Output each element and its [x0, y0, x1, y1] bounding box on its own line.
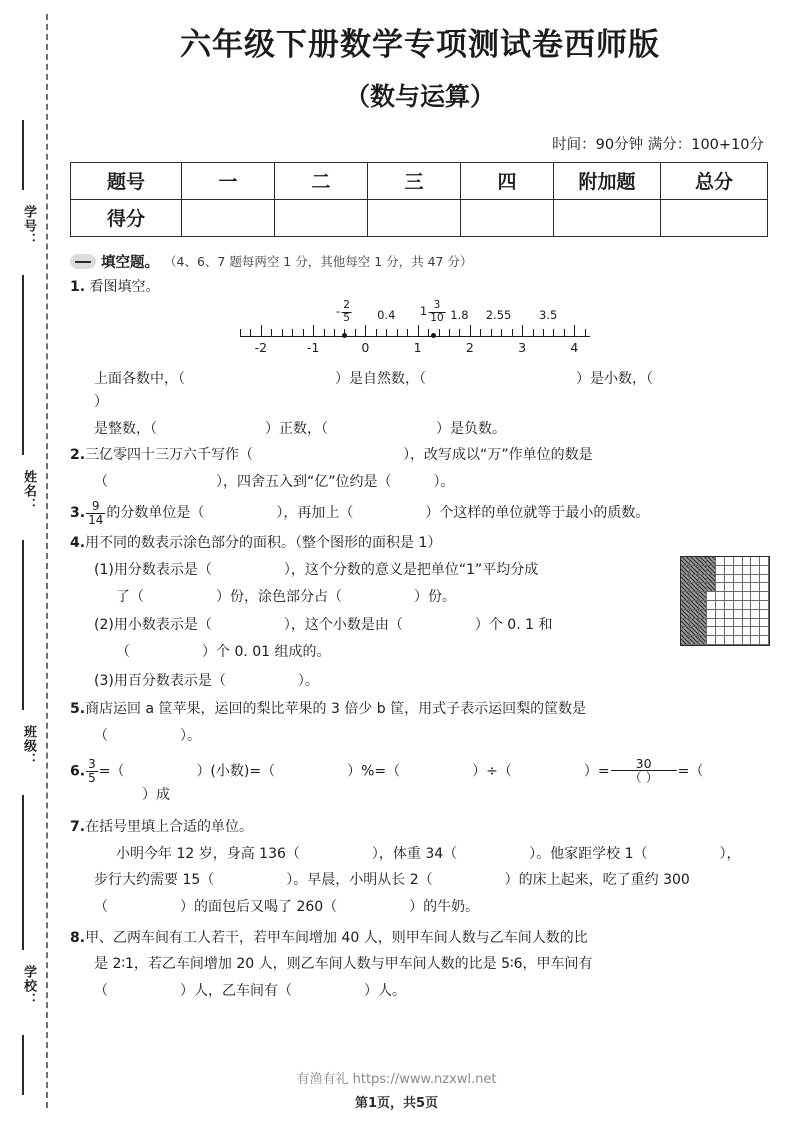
number-line-tick	[313, 325, 314, 336]
number-line-tick	[543, 329, 544, 336]
grid-cell	[699, 566, 708, 575]
number-line-tick	[418, 325, 419, 336]
grid-cell	[716, 619, 725, 628]
grid-cell	[707, 557, 716, 566]
number-line-tick	[397, 329, 398, 336]
grid-cell	[716, 592, 725, 601]
q7-text-j: ）的牛奶。	[409, 898, 480, 915]
question-4-prompt: 用不同的数表示涂色部分的面积。（整个图形的面积是 1）	[85, 535, 442, 552]
number-line-tick-label-below: 1	[413, 340, 422, 356]
grid-cell	[725, 592, 734, 601]
grid-cell	[734, 636, 743, 645]
grid-cell	[725, 610, 734, 619]
grid-cell	[760, 566, 769, 575]
q3-fraction-denominator: 14	[88, 512, 104, 527]
q4-s1-text-e: ）份。	[414, 588, 456, 605]
q6-fraction2-denominator[interactable]: （ ）	[611, 770, 677, 784]
q3-fraction-numerator: 9	[91, 498, 100, 513]
q8-text-b: 是 2∶1，若乙车间增加 20 人，则乙车间人数与甲车间人数的比是 5∶6，甲车间有	[94, 956, 593, 973]
number-line-tick	[533, 329, 534, 336]
question-3-number: 3.	[70, 504, 86, 521]
grid-cell	[690, 636, 699, 645]
grid-cell	[699, 583, 708, 592]
q6-fraction-numerator: 3	[88, 756, 96, 771]
grid-cell	[751, 557, 760, 566]
q6-fraction-denominator: 5	[88, 770, 96, 785]
grid-cell	[690, 583, 699, 592]
grid-cell	[699, 627, 708, 636]
margin-rule-3	[22, 540, 24, 710]
number-line-tick	[512, 329, 513, 336]
q4-s1-text-d: ）份，涂色部分占（	[216, 588, 342, 605]
grid-cell	[716, 557, 725, 566]
grid-cell	[699, 636, 708, 645]
grid-cell	[681, 566, 690, 575]
grid-cell	[734, 627, 743, 636]
question-1-prompt: 看图填空。	[89, 278, 160, 295]
score-cell-2[interactable]	[275, 199, 368, 236]
grid-cell	[716, 566, 725, 575]
q4-s3-text-a: (3)用百分数表示是（	[94, 672, 226, 689]
grid-cell	[725, 619, 734, 628]
grid-cell	[716, 610, 725, 619]
grid-cell	[681, 583, 690, 592]
q7-text-f: ）。早晨，小明从长 2（	[286, 872, 433, 889]
number-line-tick-label-below: 0	[361, 340, 370, 356]
q4-s2-text-d: （	[116, 643, 130, 660]
grid-cell	[751, 610, 760, 619]
number-line-point-label: 3.5	[539, 308, 558, 323]
number-line-tick	[428, 329, 429, 336]
grid-cell	[699, 601, 708, 610]
number-line-tick	[386, 329, 387, 336]
q1-text-e: 是整数，（	[94, 420, 157, 437]
q3-text-a: 的分数单位是（	[106, 504, 205, 521]
grid-cell	[734, 601, 743, 610]
grid-cell	[716, 627, 725, 636]
q6-text-4: ）÷（	[472, 762, 512, 779]
q2-text-d: ），四舍五入到“亿”位约是（	[216, 474, 392, 491]
section-header-fill-in-blanks	[70, 251, 770, 272]
number-line-point-label: 1.8	[450, 308, 469, 323]
number-line-tick	[334, 329, 335, 336]
score-cell-4[interactable]	[461, 199, 554, 236]
q8-text-a: 甲、乙两车间有工人若干，若甲车间增加 40 人，则甲车间人数与乙车间人数的比	[85, 929, 588, 946]
score-cell-total[interactable]	[661, 199, 768, 236]
question-7-line-1	[70, 843, 770, 866]
question-7-prompt: 在括号里填上合适的单位。	[85, 818, 254, 835]
question-2-line-2	[70, 471, 770, 494]
grid-cell	[707, 601, 716, 610]
q8-text-d: ）人，乙车间有（	[180, 982, 292, 999]
grid-cell	[751, 583, 760, 592]
grid-cell	[725, 557, 734, 566]
grid-cell	[707, 636, 716, 645]
q2-text-b: ），改写成以“万”作单位的数是	[403, 447, 593, 464]
grid-cell	[699, 592, 708, 601]
watermark-text: 有渔有礼 https://www.nzxwl.net	[296, 1072, 497, 1087]
grid-cell	[751, 592, 760, 601]
q4-s2-text-a: (2)用小数表示是（	[94, 617, 212, 634]
question-8-line-1	[70, 927, 770, 950]
page-number: 第1页，共5页	[354, 1096, 439, 1111]
grid-cell	[751, 636, 760, 645]
number-line-tick	[407, 329, 408, 336]
q4-s1-text-b: ），这个分数的意义是把单位“1”平均分成	[283, 561, 539, 578]
grid-cell	[725, 575, 734, 584]
number-line-point-label: - $\frac{2}{5}$	[336, 299, 350, 324]
grid-cell	[743, 610, 752, 619]
number-line-tick	[240, 329, 241, 336]
score-table-col-3: 三	[368, 162, 461, 199]
score-cell-bonus[interactable]	[554, 199, 661, 236]
margin-label-name: 姓名：	[21, 470, 36, 512]
margin-label-student-id: 学号：	[21, 205, 36, 247]
number-line-tick	[574, 325, 575, 336]
grid-cell	[743, 627, 752, 636]
grid-cell	[707, 610, 716, 619]
shaded-area-grid-figure	[680, 556, 770, 646]
q8-text-c: （	[94, 982, 108, 999]
question-1-line-1	[70, 368, 770, 413]
question-4-sub-1-line-2	[70, 586, 770, 609]
grid-cell	[743, 575, 752, 584]
score-cell-3[interactable]	[368, 199, 461, 236]
grid-cell	[716, 601, 725, 610]
q2-text-c: （	[94, 474, 108, 491]
grid-cell	[707, 592, 716, 601]
grid-cell	[699, 557, 708, 566]
grid-cell	[707, 566, 716, 575]
question-4-sub-2-line-1	[70, 614, 770, 637]
grid-cell	[681, 575, 690, 584]
question-6-number: 6.	[70, 762, 86, 779]
question-7-line-3	[70, 896, 770, 919]
grid-cell	[734, 575, 743, 584]
number-line-tick	[292, 329, 293, 336]
q4-s2-text-e: ）个 0. 01 组成的。	[202, 643, 331, 660]
question-6	[70, 757, 770, 807]
question-8-line-3	[70, 980, 770, 1003]
grid-cell	[725, 636, 734, 645]
grid-cell	[734, 583, 743, 592]
question-2-line-1	[70, 444, 770, 467]
grid-cell	[690, 601, 699, 610]
q6-text-1: =（	[98, 762, 125, 779]
table-row-scores	[71, 199, 768, 236]
question-7	[70, 816, 770, 839]
number-line-tick	[459, 329, 460, 336]
number-line-tick	[501, 329, 502, 336]
score-table-row-header-score: 得分	[71, 199, 182, 236]
number-line-point-label: 2.55	[485, 308, 512, 323]
margin-rule-2	[22, 275, 24, 455]
grid-cell	[751, 601, 760, 610]
grid-cell	[716, 575, 725, 584]
question-3	[70, 500, 770, 526]
seal-dashed-line	[46, 14, 48, 1108]
number-line-tick	[480, 329, 481, 336]
q1-text-b: ）是自然数，（	[335, 371, 426, 388]
q6-text-6: =（	[677, 762, 704, 779]
number-line-tick	[271, 329, 272, 336]
q4-s2-text-b: ），这个小数是由（	[283, 617, 403, 634]
question-8-number: 8.	[70, 929, 86, 946]
table-row-question-numbers	[71, 162, 768, 199]
q1-text-d: ）	[94, 394, 108, 411]
q6-fraction-30-blank	[611, 757, 677, 785]
grid-cell	[716, 583, 725, 592]
number-line-figure	[240, 300, 590, 364]
grid-cell	[760, 619, 769, 628]
number-line-tick	[491, 329, 492, 336]
q7-text-c: ）。他家距学校 1（	[529, 845, 648, 862]
q5-text-c: ）。	[180, 727, 201, 744]
grid-cell	[725, 627, 734, 636]
grid-cell	[725, 566, 734, 575]
margin-rule-1	[22, 120, 24, 190]
number-line-tick	[250, 329, 251, 336]
grid-cell	[681, 557, 690, 566]
grid-cell	[760, 575, 769, 584]
number-line-tick	[355, 329, 356, 336]
grid-cell	[681, 601, 690, 610]
grid-cell	[743, 566, 752, 575]
question-1	[70, 276, 770, 299]
grid-cell	[707, 627, 716, 636]
q4-s1-text-a: (1)用分数表示是（	[94, 561, 212, 578]
q7-text-h: （	[94, 898, 108, 915]
grid-cell	[681, 610, 690, 619]
score-table-col-4: 四	[461, 162, 554, 199]
q6-text-3: ）%=（	[347, 762, 401, 779]
section-note: （4、6、7 题每两空 1 分，其他每空 1 分，共 47 分）	[164, 254, 473, 270]
q7-text-d: ），	[719, 845, 741, 862]
q3-text-b: ），再加上（	[276, 504, 354, 521]
question-5-line-1	[70, 698, 770, 721]
number-line-tick	[470, 325, 471, 336]
q3-text-c: ）个这样的单位就等于最小的质数。	[425, 504, 650, 521]
grid-cell	[681, 636, 690, 645]
question-1-number: 1.	[70, 278, 86, 295]
exam-sheet	[70, 0, 770, 1122]
q5-text-b: （	[94, 727, 108, 744]
grid-cell	[743, 583, 752, 592]
grid-cell	[725, 601, 734, 610]
grid-cell	[690, 619, 699, 628]
number-line-tick	[282, 329, 283, 336]
score-table-col-2: 二	[275, 162, 368, 199]
score-cell-1[interactable]	[182, 199, 275, 236]
grid-cell	[681, 619, 690, 628]
question-5-number: 5.	[70, 701, 86, 718]
grid-cell	[743, 592, 752, 601]
question-4-sub-1-line-1	[70, 559, 770, 582]
section-marker-icon	[70, 254, 96, 269]
grid-cell	[699, 610, 708, 619]
grid-cell	[690, 592, 699, 601]
grid-cell	[707, 619, 716, 628]
q2-text-e: ）。	[433, 474, 455, 491]
grid-cell	[743, 557, 752, 566]
number-line-tick	[553, 329, 554, 336]
grid-cell	[734, 557, 743, 566]
grid-cell	[760, 557, 769, 566]
score-table-col-bonus: 附加题	[554, 162, 661, 199]
q4-s2-text-c: ）个 0. 1 和	[474, 617, 553, 634]
grid-cell	[690, 610, 699, 619]
margin-rule-4	[22, 795, 24, 950]
grid-cell	[707, 575, 716, 584]
number-line-tick	[439, 329, 440, 336]
grid-cell	[681, 627, 690, 636]
question-7-number: 7.	[70, 818, 86, 835]
grid-cell	[725, 583, 734, 592]
number-line-tick-label-below: 4	[570, 340, 579, 356]
number-line-tick-label-below: 3	[518, 340, 527, 356]
grid-cell	[760, 610, 769, 619]
q7-text-g: ）的床上起来，吃了重约 300	[504, 872, 690, 889]
q7-text-a: 小明今年 12 岁，身高 136（	[116, 845, 300, 862]
grid-cell	[690, 557, 699, 566]
number-line-tick-label-below: -2	[254, 340, 268, 356]
exam-meta: 时间：90分钟 满分：100+10分	[552, 136, 764, 153]
grid-cell	[751, 566, 760, 575]
number-line-tick-label-below: 2	[465, 340, 474, 356]
number-line-tick	[303, 329, 304, 336]
number-line-marked-point	[431, 333, 436, 338]
grid-cell	[690, 627, 699, 636]
grid-cell	[707, 583, 716, 592]
number-line-axis	[240, 336, 590, 337]
number-line-tick	[564, 329, 565, 336]
question-1-line-2	[70, 418, 770, 441]
question-4-sub-2-line-2	[70, 641, 770, 664]
grid-cell	[760, 601, 769, 610]
q7-text-b: ），体重 34（	[371, 845, 458, 862]
number-line-tick	[376, 329, 377, 336]
question-2-number: 2.	[70, 447, 86, 464]
number-line-point-label: 1 $\frac{3}{10}$	[419, 299, 444, 324]
margin-label-class: 班级：	[21, 725, 36, 767]
section-title: 填空题。	[101, 254, 159, 271]
question-8-line-2	[70, 953, 770, 976]
q7-text-i: ）的面包后又喝了 260（	[180, 898, 338, 915]
number-line-point-label: 0.4	[377, 308, 396, 323]
question-4	[70, 532, 770, 555]
q1-text-a: 上面各数中，（	[94, 371, 185, 388]
score-table-col-1: 一	[182, 162, 275, 199]
grid-cell	[699, 575, 708, 584]
grid-cell	[690, 566, 699, 575]
grid-cell	[751, 619, 760, 628]
page-title: 六年级下册数学专项测试卷西师版	[180, 27, 660, 63]
q6-fraction-3-5	[86, 758, 98, 784]
grid-cell	[734, 592, 743, 601]
grid-cell	[743, 636, 752, 645]
q1-text-c: ）是小数，（	[576, 371, 653, 388]
grid-cell	[751, 575, 760, 584]
q4-s3-text-b: ）。	[297, 672, 319, 689]
grid-cell	[699, 619, 708, 628]
grid-cell	[743, 619, 752, 628]
margin-label-school: 学校：	[21, 965, 36, 1007]
number-line-tick	[365, 325, 366, 336]
question-5-line-2	[70, 725, 770, 748]
number-line-tick	[324, 329, 325, 336]
q1-text-f: ）正数，（	[265, 420, 328, 437]
q6-text-2: ）(小数)=（	[196, 762, 276, 779]
q6-fraction2-numerator: 30	[635, 755, 652, 771]
grid-cell	[760, 583, 769, 592]
grid-cell	[734, 619, 743, 628]
q8-text-e: ）人。	[364, 982, 406, 999]
q2-text-a: 三亿零四十三万六千写作（	[85, 447, 254, 464]
number-line-tick	[522, 325, 523, 336]
grid-cell	[760, 636, 769, 645]
grid-cell	[760, 592, 769, 601]
grid-cell	[716, 636, 725, 645]
score-table	[70, 162, 768, 237]
number-line-marked-point	[342, 333, 347, 338]
grid-cell	[690, 575, 699, 584]
grid-cell	[681, 592, 690, 601]
q7-text-e: 步行大约需要 15（	[94, 872, 215, 889]
number-line-tick	[449, 329, 450, 336]
q1-text-g: ）是负数。	[436, 420, 506, 437]
grid-cell	[734, 566, 743, 575]
number-line-tick	[585, 329, 586, 336]
q6-text-7: ）成	[142, 787, 170, 804]
left-margin-column	[0, 0, 46, 1122]
question-7-line-2	[70, 869, 770, 892]
grid-cell	[751, 627, 760, 636]
score-table-col-total: 总分	[661, 162, 768, 199]
q3-fraction-9-14	[86, 500, 105, 526]
number-line-tick	[261, 325, 262, 336]
q6-text-5: ）=	[583, 762, 610, 779]
q5-text-a: 商店运回 a 筐苹果，运回的梨比苹果的 3 倍少 b 筐，用式子表示运回梨的筐数是	[85, 701, 587, 718]
score-table-row-header-qno: 题号	[71, 162, 182, 199]
page-subtitle: （数与运算）	[344, 81, 495, 111]
number-line-tick-label-below: -1	[306, 340, 320, 356]
question-4-sub-3	[70, 670, 770, 693]
question-4-number: 4.	[70, 535, 86, 552]
grid-cell	[743, 601, 752, 610]
q4-s1-text-c: 了（	[116, 588, 144, 605]
grid-cell	[760, 627, 769, 636]
grid-cell	[734, 610, 743, 619]
